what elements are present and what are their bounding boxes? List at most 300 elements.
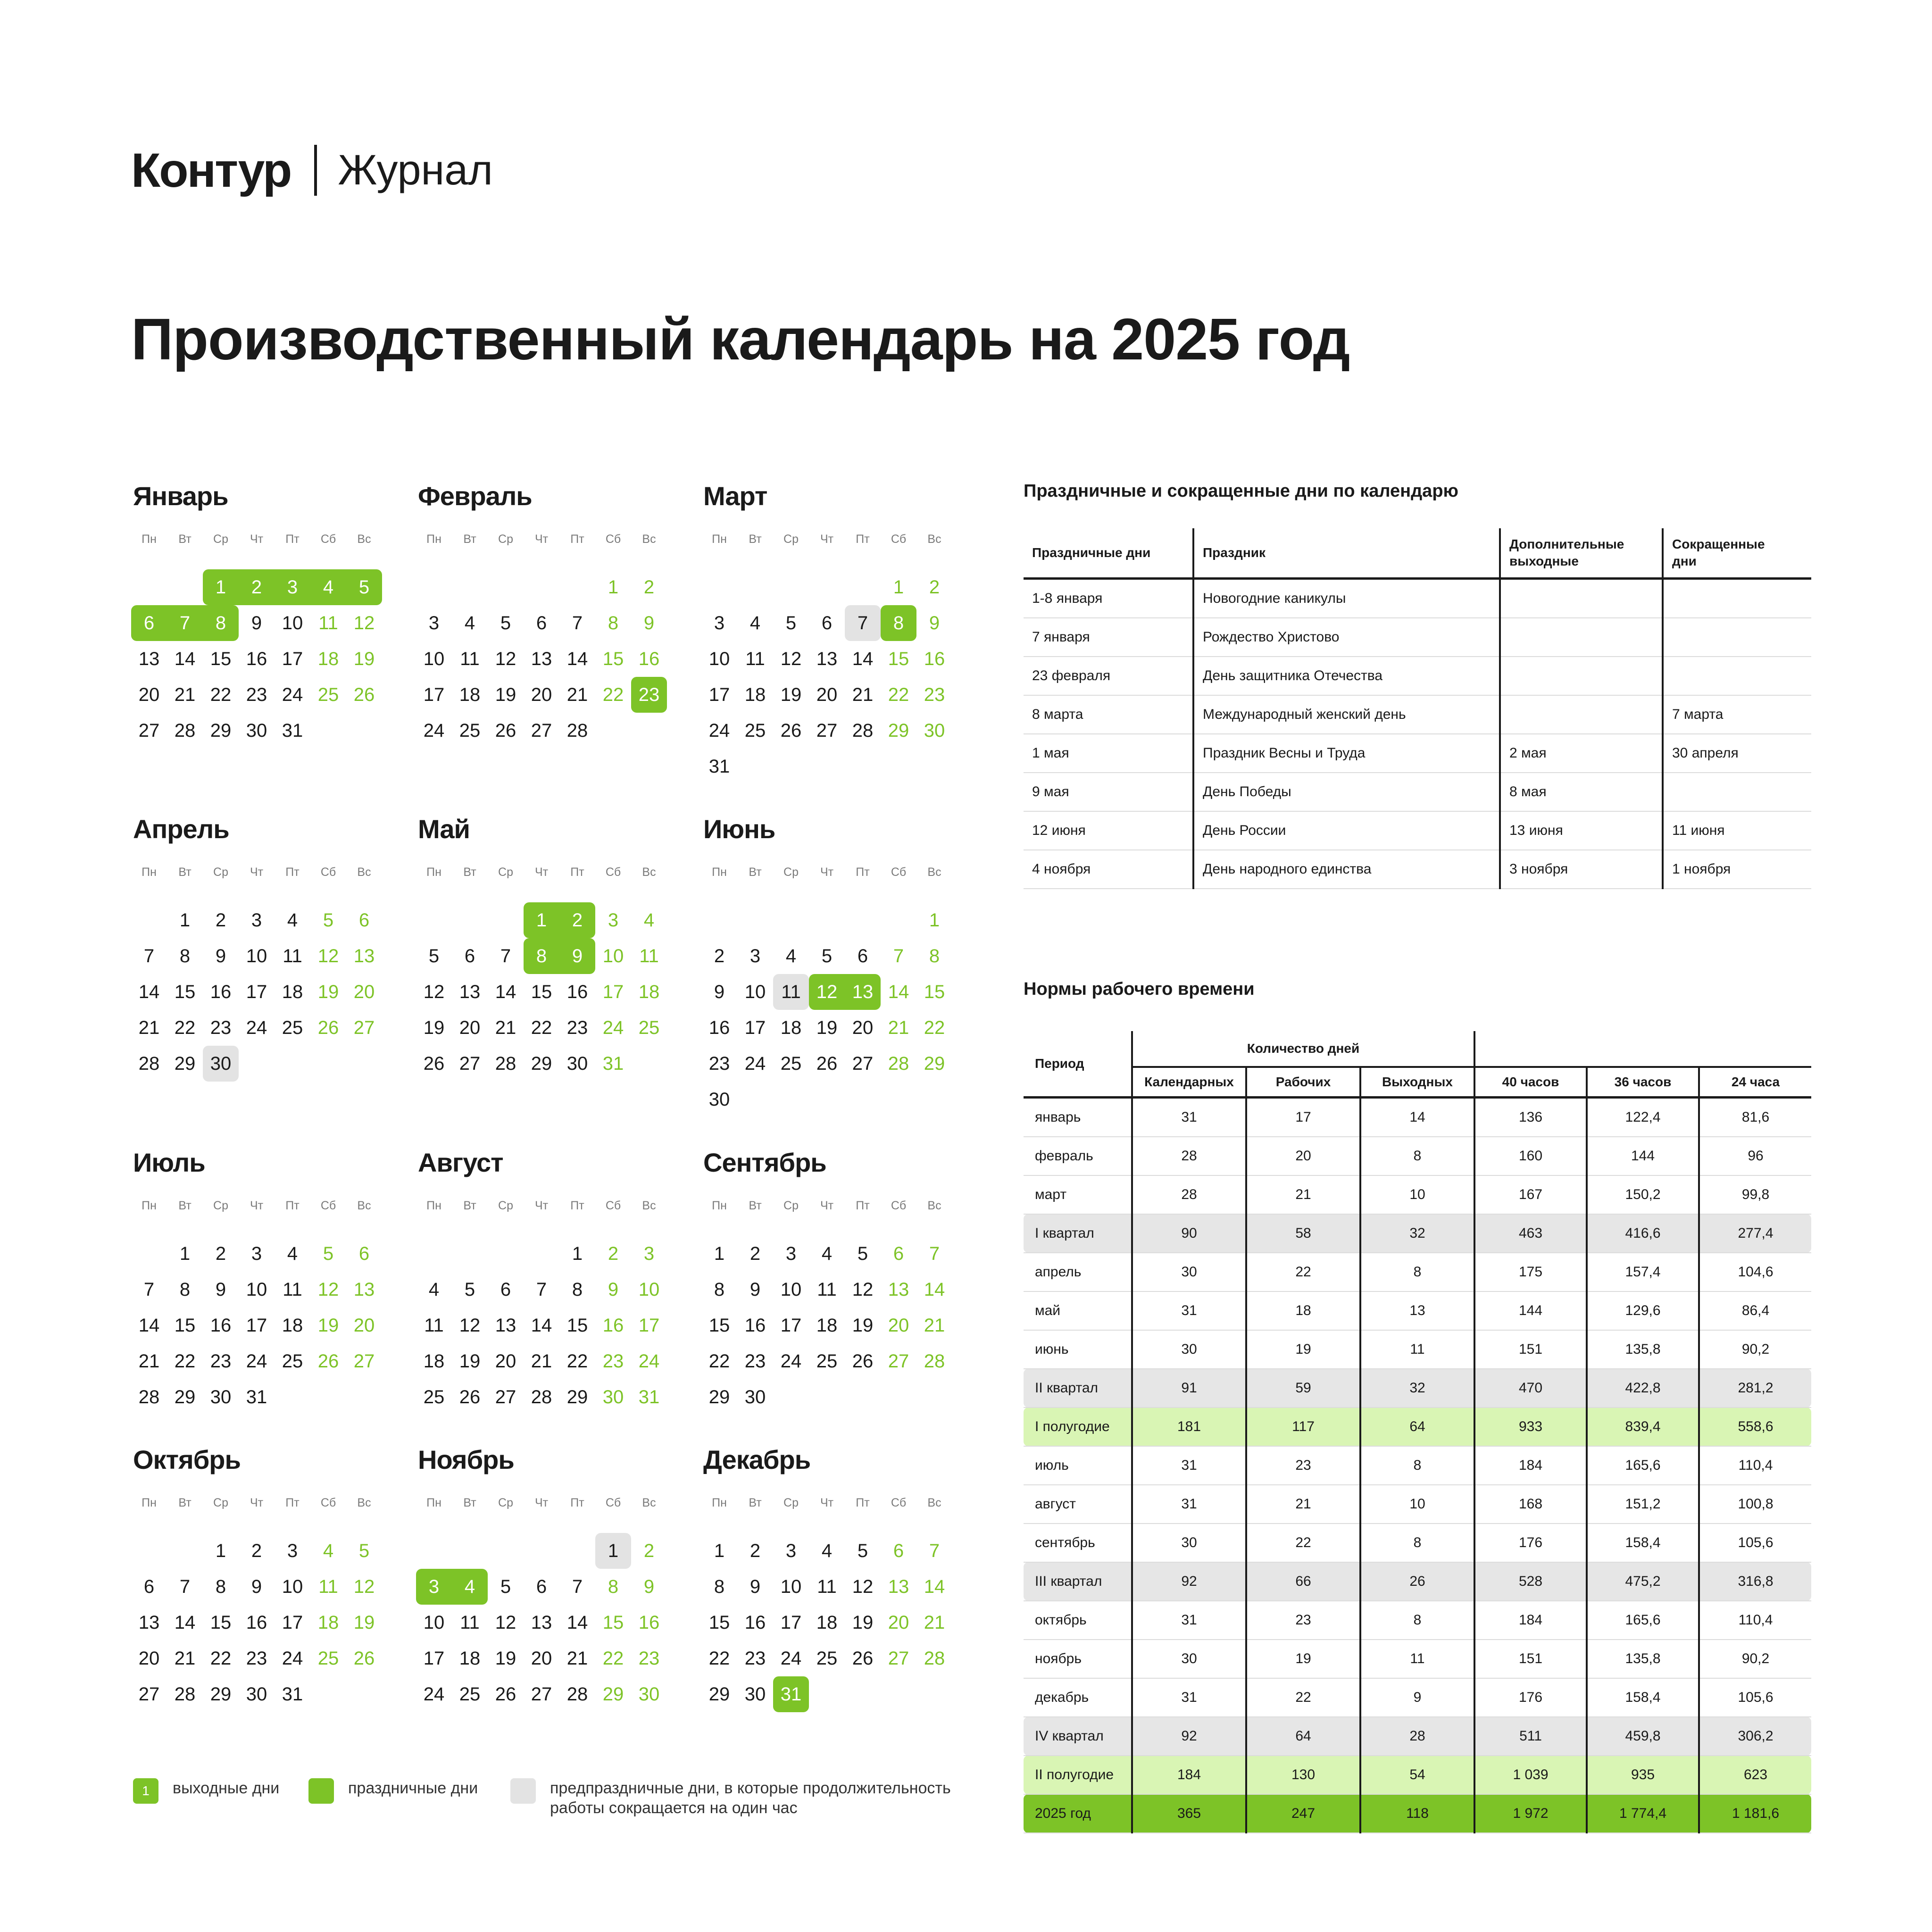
weekday-label: Вс	[357, 533, 371, 546]
norm-work-cell: 23	[1246, 1601, 1360, 1640]
calendar-day: 27	[138, 1684, 160, 1705]
header-short-line1: Сокращенные	[1672, 537, 1765, 551]
calendar-day: 24	[780, 1351, 802, 1372]
weekday-label: Пт	[856, 533, 870, 546]
calendar-day: 29	[708, 1684, 730, 1705]
calendar-day: 18	[816, 1612, 838, 1633]
weekday-label: Вс	[927, 533, 941, 546]
calendar-day: 27	[888, 1648, 909, 1669]
calendar-day: 16	[744, 1612, 766, 1633]
norm-h24-cell: 623	[1699, 1756, 1811, 1794]
calendar-day: 5	[821, 946, 833, 966]
calendar-day: 30	[246, 720, 267, 741]
calendar-day: 22	[174, 1017, 196, 1038]
calendar-day: 7	[143, 1279, 155, 1300]
weekday-label: Пн	[712, 533, 727, 546]
calendar-day: 26	[423, 1053, 445, 1074]
calendar-day: 21	[566, 684, 588, 705]
norm-off-cell: 10	[1360, 1175, 1474, 1214]
norm-period-cell: ноябрь	[1024, 1640, 1132, 1678]
calendar-day: 31	[602, 1053, 624, 1074]
norm-cal-cell: 31	[1132, 1446, 1246, 1485]
norm-h40-cell: 933	[1474, 1407, 1587, 1446]
weekday-label: Чт	[250, 1496, 264, 1509]
calendar-day: 8	[881, 605, 916, 641]
norm-h36-cell: 1 774,4	[1587, 1794, 1699, 1833]
norm-h24-cell: 110,4	[1699, 1601, 1811, 1640]
weekday-label: Пн	[142, 533, 157, 546]
calendar-day: 18	[282, 1315, 303, 1336]
norm-h40-cell: 1 972	[1474, 1794, 1587, 1833]
calendar-day: 10	[246, 946, 267, 966]
holiday-short-cell	[1663, 579, 1811, 618]
legend-holiday-label: праздничные дни	[348, 1779, 478, 1797]
weekday-label: Сб	[891, 533, 907, 546]
calendar-day: 19	[780, 684, 802, 705]
holidays-table	[1024, 528, 1811, 889]
calendar-day: 18	[459, 1648, 481, 1669]
calendar-day: 11	[460, 1612, 480, 1633]
norm-h40-cell: 184	[1474, 1601, 1587, 1640]
calendar-day: 29	[174, 1387, 196, 1407]
norm-off-cell: 9	[1360, 1678, 1474, 1717]
calendar-day: 7	[143, 946, 155, 966]
calendar-day: 24	[246, 1351, 267, 1372]
norm-h36-cell: 158,4	[1587, 1524, 1699, 1562]
calendar-day: 21	[888, 1017, 909, 1038]
calendar-day: 26	[317, 1351, 339, 1372]
calendar-day: 25	[816, 1648, 838, 1669]
calendar-day: 13	[138, 1612, 160, 1633]
weekday-label: Вс	[357, 866, 371, 879]
calendar-day: 16	[924, 649, 945, 669]
holiday-row	[1024, 773, 1811, 811]
weekday-label: Сб	[891, 1199, 907, 1212]
month-name: Июль	[133, 1148, 205, 1177]
calendar-day: 19	[816, 1017, 838, 1038]
calendar-day: 20	[888, 1315, 909, 1336]
calendar-day: 10	[282, 613, 303, 633]
calendar-day: 1	[179, 910, 191, 931]
norm-work-cell: 19	[1246, 1330, 1360, 1369]
norm-period-cell: март	[1024, 1175, 1132, 1214]
calendar-day: 8	[608, 1576, 619, 1597]
calendar-day: 28	[531, 1387, 552, 1407]
holiday-short-cell: 7 марта	[1663, 695, 1811, 734]
norm-h40-cell: 528	[1474, 1562, 1587, 1601]
weekday-label: Ср	[498, 533, 513, 546]
norm-off-cell: 118	[1360, 1794, 1474, 1833]
calendar-day: 20	[816, 684, 838, 705]
calendar-day: 15	[888, 649, 909, 669]
calendar-day: 20	[852, 1017, 874, 1038]
norm-period-cell: сентябрь	[1024, 1524, 1132, 1562]
calendar-day: 21	[924, 1612, 945, 1633]
calendar-day: 1	[203, 569, 239, 605]
holiday-row	[1024, 579, 1811, 618]
calendar-day: 27	[495, 1387, 516, 1407]
calendar-day: 21	[138, 1017, 160, 1038]
calendar-day: 25	[317, 684, 339, 705]
calendar-day: 22	[566, 1351, 588, 1372]
norm-row-year	[1024, 1794, 1811, 1833]
calendar-day: 23	[246, 684, 267, 705]
calendar-day: 1	[714, 1243, 725, 1264]
month-name: Февраль	[418, 481, 532, 511]
holiday-short-cell	[1663, 657, 1811, 695]
calendar-day: 13	[845, 974, 881, 1010]
header-extra-line2: выходные	[1509, 554, 1579, 568]
calendar-day: 29	[924, 1053, 945, 1074]
calendar-day: 13	[531, 1612, 552, 1633]
calendar-day: 7	[929, 1541, 940, 1561]
norm-period-cell: январь	[1024, 1098, 1132, 1137]
header-dates: Праздничные дни	[1024, 528, 1193, 579]
norm-h24-cell: 110,4	[1699, 1446, 1811, 1485]
calendar-day: 20	[138, 1648, 160, 1669]
norm-h40-cell: 463	[1474, 1214, 1587, 1253]
calendar-day: 15	[210, 1612, 232, 1633]
calendar-day: 2	[215, 1243, 226, 1264]
calendar-day: 17	[423, 1648, 445, 1669]
calendar-day: 10	[708, 649, 730, 669]
calendar-day: 17	[602, 982, 624, 1002]
calendar-day: 4	[821, 1243, 833, 1264]
calendar-day: 25	[816, 1351, 838, 1372]
calendar-day: 19	[459, 1351, 481, 1372]
norm-off-cell: 64	[1360, 1407, 1474, 1446]
calendar-day: 29	[602, 1684, 624, 1705]
weekday-label: Ср	[213, 1199, 228, 1212]
calendar-day: 14	[924, 1576, 945, 1597]
weekday-label: Чт	[534, 1496, 549, 1509]
calendar-day: 10	[780, 1576, 802, 1597]
calendar-day: 24	[708, 720, 730, 741]
weekday-label: Сб	[605, 1496, 621, 1509]
calendar-day: 15	[602, 649, 624, 669]
calendar-day: 23	[744, 1351, 766, 1372]
calendar-day: 4	[821, 1541, 833, 1561]
calendar-day: 25	[317, 1648, 339, 1669]
norm-row-half	[1024, 1407, 1811, 1446]
calendar-day: 19	[353, 1612, 375, 1633]
weekday-label: Пт	[570, 866, 584, 879]
calendar-day: 3	[608, 910, 619, 931]
norm-h40-cell: 470	[1474, 1369, 1587, 1407]
calendar-day: 30	[246, 1684, 267, 1705]
calendar-day: 20	[459, 1017, 481, 1038]
calendar-day: 4	[287, 910, 298, 931]
calendar-day: 10	[246, 1279, 267, 1300]
norm-h36-cell: 935	[1587, 1756, 1699, 1794]
weekday-label: Пт	[285, 1496, 300, 1509]
calendar-day: 5	[857, 1243, 868, 1264]
holiday-dates-cell: 1 мая	[1024, 734, 1193, 773]
calendar-day: 28	[566, 720, 588, 741]
holiday-name-cell: Рождество Христово	[1193, 618, 1500, 657]
calendar-day: 25	[459, 720, 481, 741]
calendar-day: 31	[282, 1684, 303, 1705]
norm-work-cell: 22	[1246, 1678, 1360, 1717]
calendar-day: 2	[714, 946, 725, 966]
calendar-day: 1	[572, 1243, 583, 1264]
weekday-label: Пт	[856, 866, 870, 879]
weekday-label: Ср	[213, 1496, 228, 1509]
calendar-day: 4	[643, 910, 655, 931]
holiday-extra-cell	[1500, 579, 1663, 618]
calendar-day: 12	[495, 649, 516, 669]
calendar-day: 9	[929, 613, 940, 633]
norm-period-cell: февраль	[1024, 1137, 1132, 1175]
norm-h24-cell: 306,2	[1699, 1717, 1811, 1756]
calendar-day: 10	[780, 1279, 802, 1300]
calendar-day: 20	[495, 1351, 516, 1372]
holiday-extra-cell: 8 мая	[1500, 773, 1663, 811]
norm-period-cell: II квартал	[1024, 1369, 1132, 1407]
calendar-day: 6	[464, 946, 475, 966]
calendar-grid	[0, 0, 991, 1792]
norm-h24-cell: 96	[1699, 1137, 1811, 1175]
calendar-day: 22	[924, 1017, 945, 1038]
norm-h40-cell: 176	[1474, 1678, 1587, 1717]
legend-weekend-swatch: 1	[133, 1778, 158, 1804]
norm-h36-cell: 122,4	[1587, 1098, 1699, 1137]
calendar-day: 3	[251, 1243, 262, 1264]
weekday-label: Вс	[357, 1496, 371, 1509]
calendar-day: 9	[608, 1279, 619, 1300]
weekday-label: Пт	[285, 533, 300, 546]
norm-period-cell: IV квартал	[1024, 1717, 1132, 1756]
norm-off-cell: 28	[1360, 1717, 1474, 1756]
header-24h: 24 часа	[1699, 1067, 1811, 1098]
calendar-day: 9	[215, 1279, 226, 1300]
calendar-day: 16	[246, 649, 267, 669]
calendar-day: 25	[459, 1684, 481, 1705]
month-name: Ноябрь	[418, 1445, 514, 1474]
calendar-day: 26	[852, 1351, 874, 1372]
weekday-label: Вс	[927, 866, 941, 879]
calendar-day: 11	[817, 1576, 837, 1597]
norm-off-cell: 26	[1360, 1562, 1474, 1601]
calendar-day: 24	[282, 1648, 303, 1669]
calendar-day: 18	[638, 982, 660, 1002]
header-period: Период	[1024, 1031, 1132, 1098]
calendar-day: 23	[744, 1648, 766, 1669]
holiday-row	[1024, 850, 1811, 889]
weekday-label: Пн	[712, 1496, 727, 1509]
weekday-label: Чт	[250, 533, 264, 546]
norm-h24-cell: 90,2	[1699, 1330, 1811, 1369]
calendar-day: 12	[353, 613, 375, 633]
calendar-day: 21	[852, 684, 874, 705]
header-calendar: Календарных	[1132, 1067, 1246, 1098]
calendar-day: 3	[714, 613, 725, 633]
calendar-day: 2	[929, 577, 940, 598]
norm-h24-cell: 90,2	[1699, 1640, 1811, 1678]
calendar-day: 6	[857, 946, 868, 966]
calendar-day: 22	[174, 1351, 196, 1372]
norm-off-cell: 14	[1360, 1098, 1474, 1137]
norm-h24-cell: 316,8	[1699, 1562, 1811, 1601]
calendar-day: 2	[215, 910, 226, 931]
month-name: Август	[418, 1148, 503, 1177]
calendar-day: 20	[353, 1315, 375, 1336]
calendar-day: 8	[215, 1576, 226, 1597]
calendar-day: 8	[608, 613, 619, 633]
weekday-label: Вт	[463, 1199, 476, 1212]
calendar-day: 5	[785, 613, 797, 633]
legend-short-label	[550, 1778, 951, 1818]
weekday-label: Вт	[463, 533, 476, 546]
calendar-day: 29	[210, 720, 232, 741]
norm-row-quarter	[1024, 1717, 1811, 1756]
holiday-name-cell: Новогодние каникулы	[1193, 579, 1500, 618]
calendar-day: 1	[608, 577, 619, 598]
calendar-day: 2	[559, 902, 595, 938]
calendar-day: 27	[888, 1351, 909, 1372]
calendar-day: 5	[428, 946, 440, 966]
calendar-day: 25	[423, 1387, 445, 1407]
norm-h36-cell: 135,8	[1587, 1640, 1699, 1678]
calendar-day: 31	[282, 720, 303, 741]
calendar-day: 2	[749, 1243, 761, 1264]
calendar-day: 31	[638, 1387, 660, 1407]
norm-work-cell: 117	[1246, 1407, 1360, 1446]
weekday-label: Пт	[856, 1199, 870, 1212]
norm-h40-cell: 175	[1474, 1253, 1587, 1291]
norm-off-cell: 8	[1360, 1524, 1474, 1562]
norm-cal-cell: 31	[1132, 1485, 1246, 1524]
holiday-dates-cell: 1-8 января	[1024, 579, 1193, 618]
header-short	[1663, 528, 1811, 579]
header-hours-group	[1474, 1031, 1811, 1067]
weekday-label: Вт	[178, 1496, 192, 1509]
calendar-day: 26	[317, 1017, 339, 1038]
month-name: Май	[418, 814, 470, 844]
calendar-day: 18	[744, 684, 766, 705]
calendar-day: 1	[929, 910, 940, 931]
calendar-day: 30	[744, 1684, 766, 1705]
calendar-day: 16	[602, 1315, 624, 1336]
calendar-day: 9	[643, 1576, 655, 1597]
norm-row-month	[1024, 1330, 1811, 1369]
norm-h24-cell: 86,4	[1699, 1291, 1811, 1330]
norm-cal-cell: 365	[1132, 1794, 1246, 1833]
weekday-label: Сб	[605, 533, 621, 546]
calendar-day: 24	[246, 1017, 267, 1038]
norm-row-month	[1024, 1524, 1811, 1562]
norm-period-cell: II полугодие	[1024, 1756, 1132, 1794]
calendar-day: 17	[246, 982, 267, 1002]
calendar-day: 8	[524, 938, 559, 974]
norm-work-cell: 247	[1246, 1794, 1360, 1833]
month-name: Сентябрь	[703, 1148, 826, 1177]
norm-work-cell: 20	[1246, 1137, 1360, 1175]
holiday-extra-cell: 13 июня	[1500, 811, 1663, 850]
norm-h36-cell: 151,2	[1587, 1485, 1699, 1524]
calendar-day: 9	[643, 613, 655, 633]
holiday-name-cell: Праздник Весны и Труда	[1193, 734, 1500, 773]
weekday-label: Сб	[320, 1199, 336, 1212]
norm-cal-cell: 30	[1132, 1253, 1246, 1291]
holiday-row	[1024, 734, 1811, 773]
norm-period-cell: I полугодие	[1024, 1407, 1132, 1446]
calendar-day: 7	[179, 1576, 191, 1597]
calendar-day: 27	[531, 1684, 552, 1705]
norm-work-cell: 22	[1246, 1524, 1360, 1562]
calendar-day: 21	[566, 1648, 588, 1669]
norm-h40-cell: 167	[1474, 1175, 1587, 1214]
calendar-day: 14	[888, 982, 909, 1002]
weekday-label: Вс	[642, 866, 656, 879]
norm-work-cell: 21	[1246, 1175, 1360, 1214]
norm-row-month	[1024, 1253, 1811, 1291]
calendar-day: 25	[744, 720, 766, 741]
calendar-day: 26	[495, 1684, 516, 1705]
norm-work-cell: 130	[1246, 1756, 1360, 1794]
calendar-day: 12	[317, 946, 339, 966]
calendar-day: 6	[358, 910, 370, 931]
calendar-day: 31	[708, 756, 730, 777]
weekday-label: Сб	[605, 1199, 621, 1212]
calendar-day: 6	[536, 1576, 547, 1597]
calendar-day: 26	[353, 684, 375, 705]
weekday-label: Вт	[749, 1496, 762, 1509]
calendar-day: 18	[816, 1315, 838, 1336]
norm-off-cell: 8	[1360, 1137, 1474, 1175]
holiday-extra-cell	[1500, 695, 1663, 734]
calendar-day: 19	[495, 1648, 516, 1669]
calendar-day: 12	[852, 1279, 874, 1300]
calendar-day: 15	[924, 982, 945, 1002]
calendar-day: 14	[138, 1315, 160, 1336]
header-36h: 36 часов	[1587, 1067, 1699, 1098]
legend-short-line1: предпраздничные дни, в которые продолжительность	[550, 1779, 951, 1797]
calendar-day: 4	[785, 946, 797, 966]
calendar-day: 29	[566, 1387, 588, 1407]
legend-weekend	[133, 1778, 279, 1804]
calendar-day: 5	[464, 1279, 475, 1300]
weekday-label: Пн	[712, 866, 727, 879]
calendar-day: 28	[852, 720, 874, 741]
calendar-day: 1	[595, 1533, 631, 1569]
calendar-day: 18	[459, 684, 481, 705]
calendar-day: 16	[638, 649, 660, 669]
calendar-day: 21	[531, 1351, 552, 1372]
holiday-name-cell: День России	[1193, 811, 1500, 850]
calendar-day: 31	[246, 1387, 267, 1407]
norm-h40-cell: 511	[1474, 1717, 1587, 1756]
norms-table-title: Нормы рабочего времени	[1024, 979, 1255, 999]
calendar-day: 1	[215, 1541, 226, 1561]
calendar-day: 20	[888, 1612, 909, 1633]
calendar-day: 15	[174, 982, 196, 1002]
header-weekend: Выходных	[1360, 1067, 1474, 1098]
norm-h36-cell: 416,6	[1587, 1214, 1699, 1253]
weekday-label: Пт	[570, 533, 584, 546]
calendar-day: 17	[780, 1315, 802, 1336]
norm-row-quarter	[1024, 1562, 1811, 1601]
norm-h24-cell: 1 181,6	[1699, 1794, 1811, 1833]
weekday-label: Чт	[534, 866, 549, 879]
calendar-day: 3	[428, 613, 440, 633]
holidays-table-title: Праздничные и сокращенные дни по календарю	[1024, 481, 1458, 501]
calendar-day: 8	[714, 1576, 725, 1597]
holiday-extra-cell	[1500, 618, 1663, 657]
calendar-day: 22	[531, 1017, 552, 1038]
norm-cal-cell: 31	[1132, 1678, 1246, 1717]
calendar-day: 5	[500, 613, 511, 633]
